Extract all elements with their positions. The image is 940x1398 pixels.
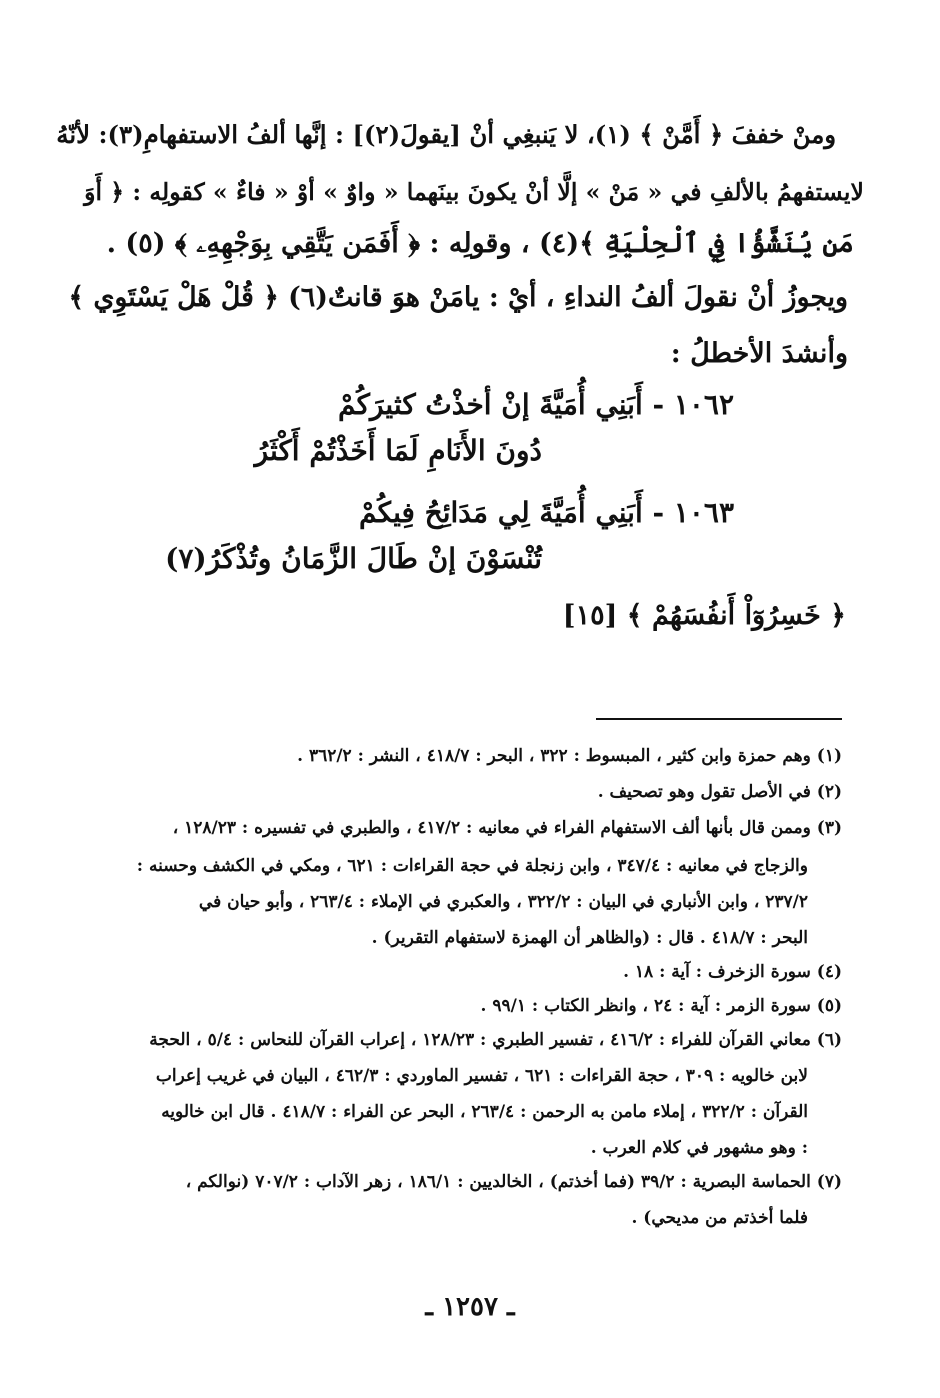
footnote-6-cont-3: : وهو مشهور في كلام العرب .: [590, 1138, 808, 1158]
footnote-6: (٦) معاني القرآن للفراء : ٤١٦/٢ ، تفسير الطبري : ١٢٨/٢٣ ، إعراب القرآن للنحاس : ٥/٤ ، الحجة: [149, 1030, 842, 1050]
body-line-2: لايستفهمُ بالألفِ في « مَنْ » إلَّا أنْ يكونَ بينَهما « واوٌ » أوْ « فاءٌ » كقولِه : ﴿ أَوَ: [84, 178, 864, 206]
footnote-7-cont-1: فلما أخذتم من مديحي) .: [631, 1208, 808, 1228]
body-line-4: ويجوزُ أنْ نقولَ ألفُ النداءِ ، أيْ : يامَنْ هوَ قانتٌ(٦) ﴿ قُلْ هَلْ يَسْتَوِي ﴾: [68, 282, 848, 313]
footnote-1: (١) وهم حمزة وابن كثير ، المبسوط : ٣٢٢ ، البحر : ٤١٨/٧ ، النشر : ٣٦٢/٢ .: [297, 746, 842, 766]
footnote-2: (٢) في الأصل تقول وهو تصحيف .: [597, 782, 842, 802]
footnote-6-cont-1: لابن خالويه : ٣٠٩ ، حجة القراءات : ٦٢١ ، تفسير الماوردي : ٤٦٢/٣ ، البيان في غريب إعراب: [155, 1066, 808, 1086]
body-line-5: وأنشدَ الأخطلُ :: [670, 338, 848, 369]
body-line-3: مَن يُنَشَّؤُا فِي ٱلْحِلْيَةِ ﴾(٤) ، وقولِه : ﴿ أَفَمَن يَتَّقِي بِوَجْهِهِۦ ﴾ (٥) .: [106, 228, 854, 259]
verse-1063-second: تُنْسَوْنَ إنْ طَالَ الزَّمَانُ وتُذْكَرُ(٧): [165, 542, 542, 575]
footnote-3-cont-1: والزجاج في معانيه : ٣٤٧/٤ ، وابن زنجلة في حجة القراءات : ٦٢١ ، ومكي في الكشف وحسنه :: [136, 856, 808, 876]
page-number: ـ ١٢٥٧ ـ: [425, 1292, 515, 1322]
verse-1063-first: ١٠٦٣ - أَبَنِي أُمَيَّةَ لِي مَدَائِحُ فِيكُمْ: [358, 496, 734, 529]
footnote-3-cont-3: البحر : ٤١٨/٧ . قال : (والظاهر أن الهمزة لاستفهام التقرير) .: [371, 928, 808, 948]
body-line-1: ومنْ خففَ ﴿ أَمَّنْ ﴾ (١)، لا يَنبغِي أنْ [يقولَ(٢)] : إنَّها ألفُ الاستفهامِ(٣): لأنّهُ: [56, 120, 836, 149]
verse-1062-second: دُونَ الأَنَامِ لَمَا أَخَذْتُمْ أَكْثَرُ: [254, 434, 542, 467]
quran-quote-line: ﴿ خَسِرُوٓاْ أَنفُسَهُمْ ﴾ [١٥]: [562, 600, 846, 631]
footnote-7: (٧) الحماسة البصرية : ٣٩/٢ (فما أخذتم) ، الخالديين : ١٨٦/١ ، زهر الآداب : ٧٠٧/٢ (نوالكم ،: [185, 1172, 842, 1192]
footnote-6-cont-2: القرآن : ٣٢٢/٢ ، إملاء مامن به الرحمن : ٢٦٣/٤ ، البحر عن الفراء : ٤١٨/٧ . قال ابن خالويه: [161, 1102, 808, 1122]
footnote-3: (٣) وممن قال بأنها ألف الاستفهام الفراء في معانيه : ٤١٧/٢ ، والطبري في تفسيره : ١٢٨/٢٣ ،: [172, 818, 842, 838]
footnote-5: (٥) سورة الزمر : آية : ٢٤ ، وانظر الكتاب : ٩٩/١ .: [480, 996, 842, 1016]
footnote-4: (٤) سورة الزخرف : آية : ١٨ .: [623, 962, 842, 982]
verse-1062-first: ١٠٦٢ - أَبَنِي أُمَيَّةَ إنْ أخذْتُ كثيرَكُمْ: [338, 388, 734, 421]
footnote-3-cont-2: ٢٣٧/٢ ، وابن الأنباري في البيان : ٣٢٢/٢ ، والعكبري في الإملاء : ٢٦٣/٤ ، وأبو حيان في: [198, 892, 808, 912]
footnote-separator: [596, 718, 842, 720]
